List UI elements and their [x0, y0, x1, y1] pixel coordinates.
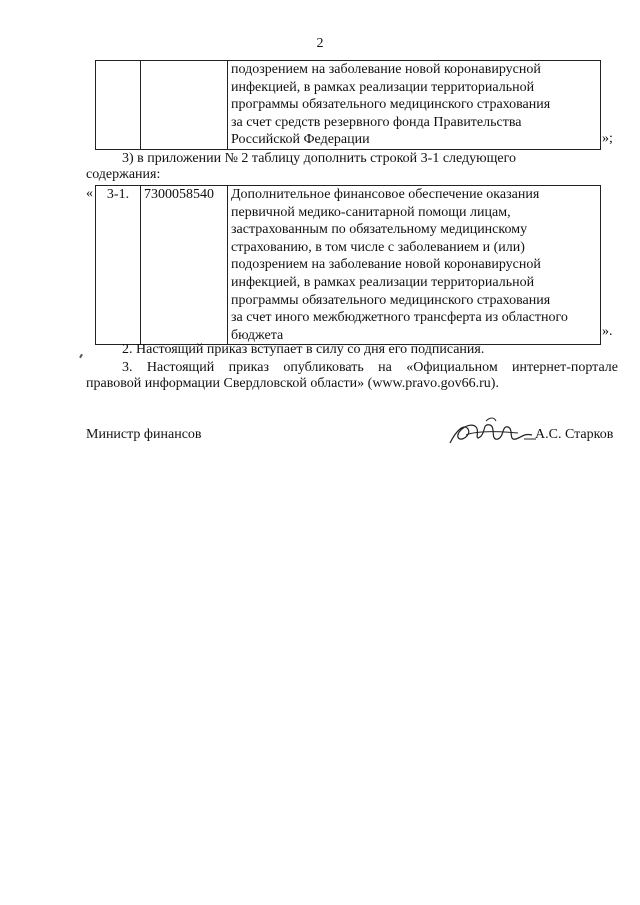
description-line: программы обязательного медицинского страхования	[231, 97, 551, 113]
table-cell-num	[96, 61, 141, 150]
row-description-cell	[228, 186, 601, 345]
description-line: подозрением на заболевание новой коронавирусной	[231, 62, 541, 77]
table-row-3-1	[95, 185, 601, 345]
paragraph-2: 2. Настоящий приказ вступает в силу со дня его подписания.	[122, 342, 485, 357]
description-line: программы обязательного медицинского страхования	[231, 292, 551, 308]
paragraph-3-line1: 3. Настоящий приказ опубликовать на «Официальном интернет-портале	[122, 360, 618, 375]
item-3-text	[86, 150, 618, 168]
table-cell-code	[141, 61, 228, 150]
description-line: первичной медико-санитарной помощи лицам,	[231, 204, 511, 220]
row-code-cell	[141, 186, 228, 345]
table-row	[96, 61, 601, 150]
signatory-name: А.С. Старков	[535, 427, 614, 442]
closing-quote: »;	[602, 131, 613, 146]
signatory-title: Министр финансов	[86, 427, 202, 442]
description-line: бюджета	[231, 327, 284, 343]
description-line: Российской Федерации	[231, 132, 370, 148]
row-number-cell	[96, 186, 141, 345]
opening-quote: «	[86, 186, 93, 201]
description-line: инфекцией, в рамках реализации территориальной	[231, 79, 535, 95]
item-3-line1: 3) в приложении № 2 таблицу дополнить строкой 3-1 следующего	[122, 151, 517, 166]
row-number: 3-1.	[106, 187, 130, 202]
description-line: подозрением на заболевание новой коронавирусной	[231, 257, 541, 273]
closing-quote: ».	[602, 324, 613, 339]
description-line: за счет средств резервного фонда Правительства	[231, 114, 522, 130]
table-continuation	[95, 60, 601, 150]
table-cell-description	[228, 61, 601, 150]
description-line: застрахованным по обязательному медицинскому	[231, 222, 528, 238]
handwritten-signature	[446, 413, 536, 453]
row-code: 7300058540	[144, 187, 214, 202]
item-3-line2: содержания:	[86, 167, 161, 182]
margin-mark	[79, 354, 83, 358]
page-number: 2	[316, 36, 324, 51]
table-row	[96, 186, 601, 345]
description-line: Дополнительное финансовое обеспечение оказания	[231, 187, 540, 202]
paragraph-3-line2: правовой информации Свердловской области» (www.pravo.gov66.ru).	[86, 376, 499, 391]
description-line: страхованию, в том числе с заболеванием и (или)	[231, 239, 525, 255]
description-line: за счет иного межбюджетного трансферта из областного	[231, 310, 568, 326]
description-line: инфекцией, в рамках реализации территориальной	[231, 274, 535, 290]
